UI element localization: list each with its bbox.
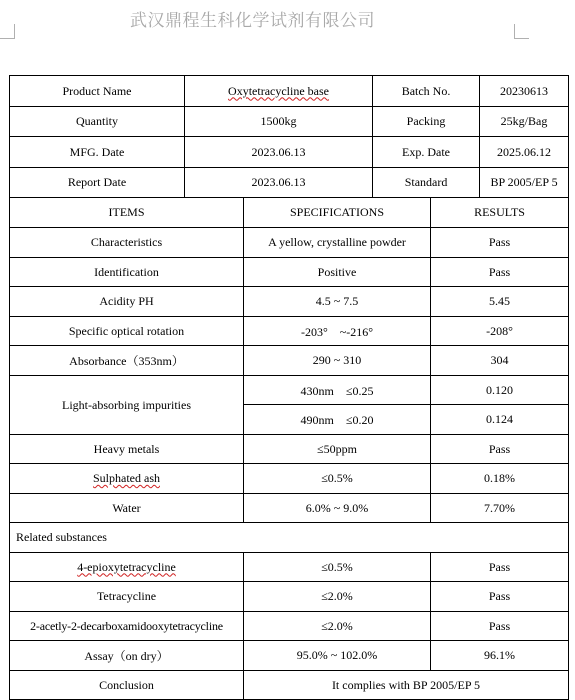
result-characteristics: Pass xyxy=(431,228,569,258)
result-assay: 96.1% xyxy=(431,641,569,671)
info-row-product xyxy=(10,76,569,107)
conclusion-text: It complies with BP 2005/EP 5 xyxy=(244,671,569,700)
spec-sulphated-ash: ≤0.5% xyxy=(244,464,431,494)
exp-date-value: 2025.06.12 xyxy=(497,144,552,159)
result-absorbance: 304 xyxy=(431,346,569,376)
item-identification: Identification xyxy=(10,258,244,287)
page-header xyxy=(0,0,575,40)
item-water: Water xyxy=(10,494,244,523)
epioxytetracycline-text: 4-epioxytetracycline xyxy=(77,559,176,574)
table-row xyxy=(10,612,569,641)
item-characteristics: Characteristics xyxy=(10,228,244,258)
result-water: 7.70% xyxy=(431,494,569,523)
table-header-row xyxy=(10,198,569,228)
header-corner-mark-right xyxy=(514,24,529,39)
item-absorbance: Absorbance（353nm） xyxy=(10,346,244,376)
item-assay: Assay（on dry） xyxy=(10,641,244,671)
item-light-absorbing: Light-absorbing impurities xyxy=(10,376,244,435)
exp-date-label: Exp. Date xyxy=(373,137,480,167)
exp-cell xyxy=(373,137,569,168)
specifications-header: SPECIFICATIONS xyxy=(244,198,431,228)
table-row xyxy=(10,494,569,523)
conclusion-label: Conclusion xyxy=(10,671,244,700)
item-epioxytetracycline xyxy=(10,553,244,582)
info-row-report xyxy=(10,168,569,198)
table-row xyxy=(10,553,569,582)
item-tetracycline: Tetracycline xyxy=(10,582,244,612)
mfg-date-value: 2023.06.13 xyxy=(185,137,373,168)
quantity-value: 1500kg xyxy=(185,107,373,137)
report-date-value: 2023.06.13 xyxy=(185,168,373,198)
header-corner-mark-left xyxy=(0,24,15,39)
table-row xyxy=(10,258,569,287)
product-name-label: Product Name xyxy=(10,76,185,107)
result-light-490: 0.124 xyxy=(431,405,569,435)
spec-water: 6.0% ~ 9.0% xyxy=(244,494,431,523)
report-date-label: Report Date xyxy=(10,168,185,198)
item-acidity: Acidity PH xyxy=(10,287,244,317)
table-row xyxy=(10,287,569,317)
product-name-text: Oxytetracycline base xyxy=(228,83,329,98)
info-row-mfg xyxy=(10,137,569,168)
standard-label: Standard xyxy=(373,168,480,197)
info-row-quantity xyxy=(10,107,569,137)
packing-cell xyxy=(373,107,569,137)
certificate-of-analysis-table xyxy=(9,75,569,700)
spec-tetracycline: ≤2.0% xyxy=(244,582,431,612)
spec-characteristics: A yellow, crystalline powder xyxy=(244,228,431,258)
result-identification: Pass xyxy=(431,258,569,287)
item-optical-rotation: Specific optical rotation xyxy=(10,317,244,346)
table-row xyxy=(10,435,569,464)
product-name-value xyxy=(185,76,373,107)
batch-cell xyxy=(373,76,569,107)
related-substances-label: Related substances xyxy=(10,523,569,553)
result-epioxytetracycline: Pass xyxy=(431,553,569,582)
standard-cell xyxy=(373,168,569,198)
spec-light-490: 490nm ≤0.20 xyxy=(244,405,431,435)
result-optical-rotation: -208° xyxy=(431,317,569,346)
related-substances-row xyxy=(10,523,569,553)
packing-value: 25kg/Bag xyxy=(500,114,548,128)
result-sulphated-ash: 0.18% xyxy=(431,464,569,494)
spec-absorbance: 290 ~ 310 xyxy=(244,346,431,376)
table-row xyxy=(10,317,569,346)
spec-acidity: 4.5 ~ 7.5 xyxy=(244,287,431,317)
spec-heavy-metals: ≤50ppm xyxy=(244,435,431,464)
batch-label: Batch No. xyxy=(373,76,480,106)
quantity-label: Quantity xyxy=(10,107,185,137)
spec-decarboxamido: ≤2.0% xyxy=(244,612,431,641)
results-header: RESULTS xyxy=(431,198,569,228)
item-heavy-metals: Heavy metals xyxy=(10,435,244,464)
table-row xyxy=(10,346,569,376)
spec-epioxytetracycline: ≤0.5% xyxy=(244,553,431,582)
result-light-430: 0.120 xyxy=(431,376,569,405)
table-row xyxy=(10,582,569,612)
standard-value: BP 2005/EP 5 xyxy=(490,175,558,189)
spec-identification: Positive xyxy=(244,258,431,287)
batch-value: 20230613 xyxy=(500,83,549,98)
table-row xyxy=(10,641,569,671)
table-row xyxy=(10,464,569,494)
result-acidity: 5.45 xyxy=(431,287,569,317)
packing-label: Packing xyxy=(373,107,480,136)
items-header: ITEMS xyxy=(10,198,244,228)
sulphated-ash-text: Sulphated ash xyxy=(93,471,160,485)
result-decarboxamido: Pass xyxy=(431,612,569,641)
item-decarboxamido: 2-acetly-2-decarboxamidooxytetracycline xyxy=(10,612,244,641)
conclusion-row xyxy=(10,671,569,700)
mfg-date-label: MFG. Date xyxy=(10,137,185,168)
item-sulphated-ash xyxy=(10,464,244,494)
table-row xyxy=(10,228,569,258)
spec-light-430: 430nm ≤0.25 xyxy=(244,376,431,405)
result-heavy-metals: Pass xyxy=(431,435,569,464)
spec-optical-rotation: -203° ~-216° xyxy=(244,317,431,346)
table-row xyxy=(10,376,569,405)
spec-assay: 95.0% ~ 102.0% xyxy=(244,641,431,671)
company-name: 武汉鼎程生科化学试剂有限公司 xyxy=(130,11,375,31)
result-tetracycline: Pass xyxy=(431,582,569,612)
